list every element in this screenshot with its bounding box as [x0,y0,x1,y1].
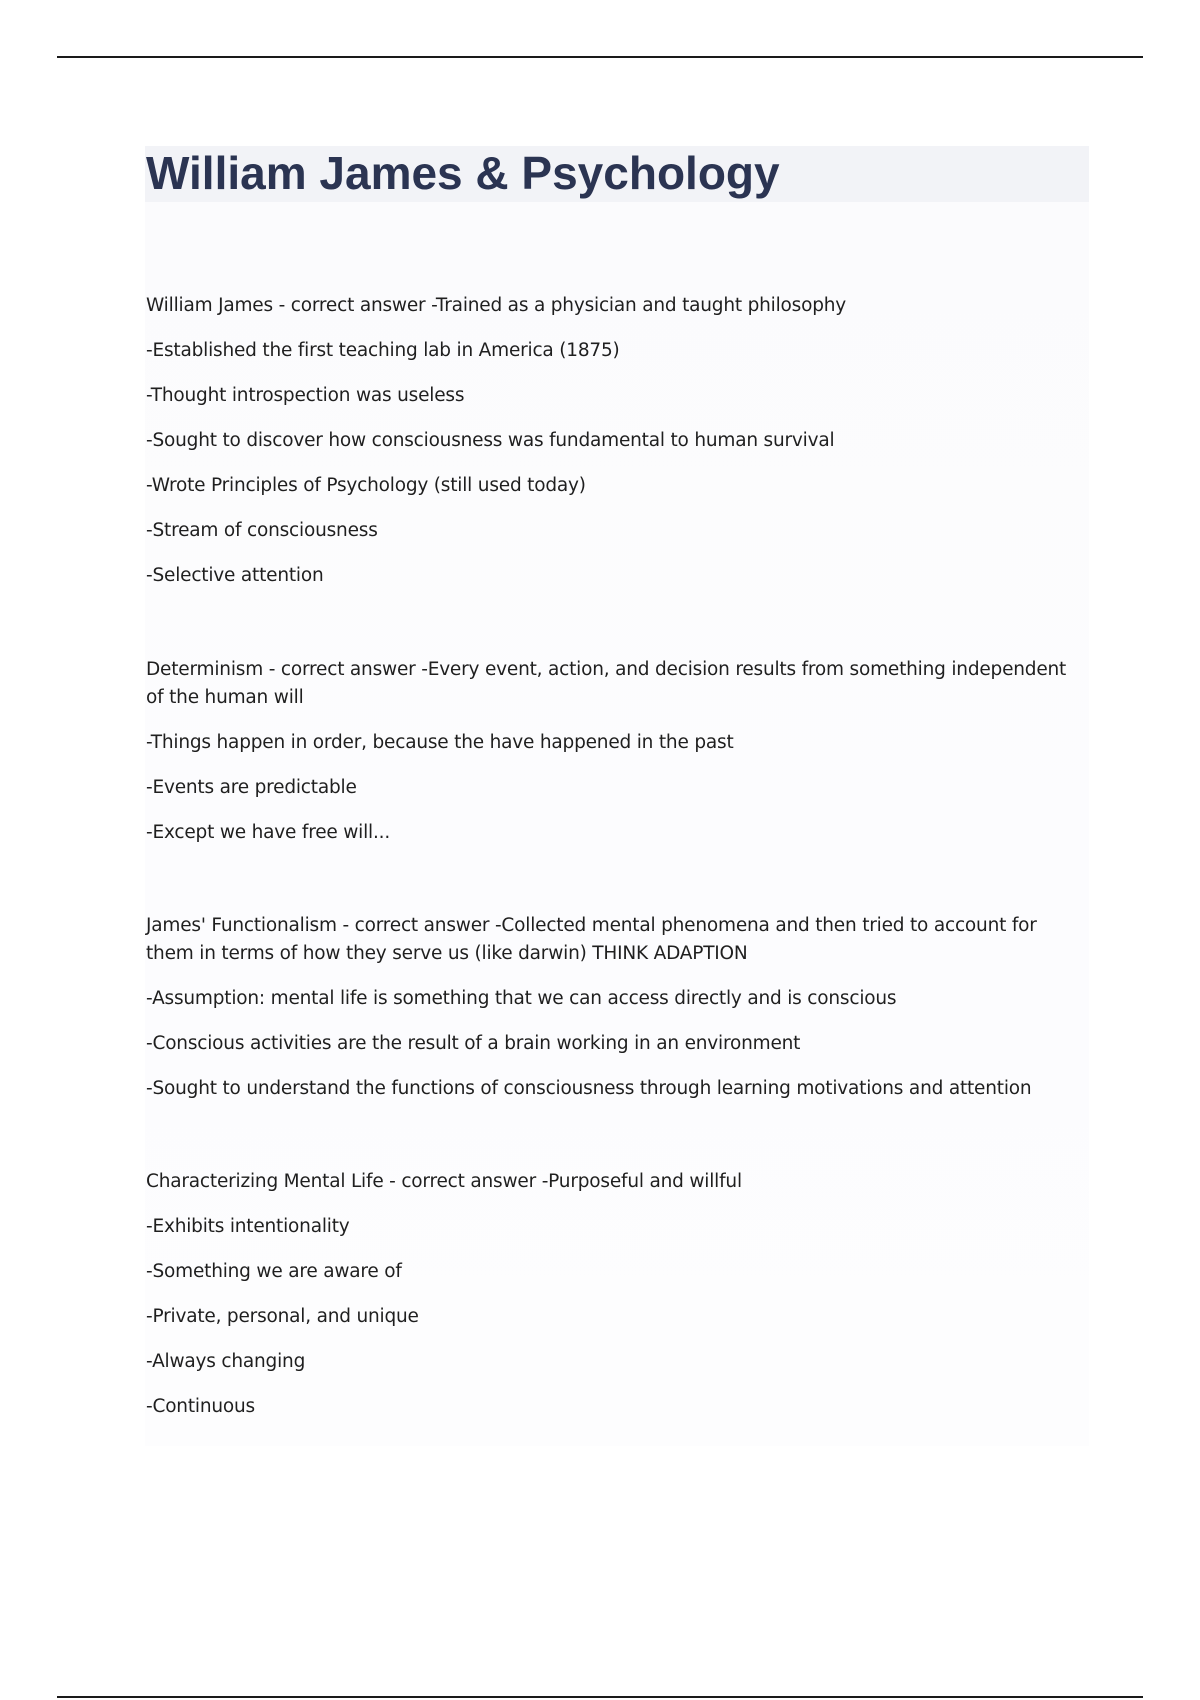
qa-entry-determinism [146,656,1086,864]
top-rule [57,56,1143,58]
entry-question: Determinism - correct answer -Every event, action, and decision results from something independent of the human will [146,659,1067,708]
entry-question: William James - correct answer -Trained as a physician and taught philosophy [146,295,847,316]
document-title: William James & Psychology [146,147,780,199]
qa-entry-functionalism [146,912,1086,1120]
entry-detail: -Assumption: mental life is something that we can access directly and is conscious [146,988,897,1009]
entry-detail: -Conscious activities are the result of a brain working in an environment [146,1033,801,1054]
entry-detail: -Always changing [146,1351,306,1372]
entry-detail: -Events are predictable [146,777,357,798]
qa-entry-mental-life [146,1168,1086,1438]
entry-detail: -Private, personal, and unique [146,1306,419,1327]
entry-detail: -Sought to understand the functions of consciousness through learning motivations and attention [146,1078,1032,1099]
qa-entry-william-james [146,292,1086,607]
entry-detail: -Things happen in order, because the have happened in the past [146,732,734,753]
entry-detail: -Exhibits intentionality [146,1216,350,1237]
entry-question: James' Functionalism - correct answer -Collected mental phenomena and then tried to account for them in terms of how they serve us (like darwin) THINK ADAPTION [146,915,1037,964]
entry-detail: -Something we are aware of [146,1261,402,1282]
entry-detail: -Thought introspection was useless [146,385,465,406]
entry-detail: -Sought to discover how consciousness was fundamental to human survival [146,430,835,451]
entry-detail: -Wrote Principles of Psychology (still used today) [146,475,586,496]
bottom-rule [57,1696,1143,1698]
entry-detail: -Selective attention [146,565,324,586]
entry-detail: -Stream of consciousness [146,520,378,541]
entry-detail: -Except we have free will... [146,822,391,843]
entry-detail: -Established the first teaching lab in America (1875) [146,340,620,361]
entry-detail: -Continuous [146,1396,255,1417]
entry-question: Characterizing Mental Life - correct answer -Purposeful and willful [146,1171,742,1192]
